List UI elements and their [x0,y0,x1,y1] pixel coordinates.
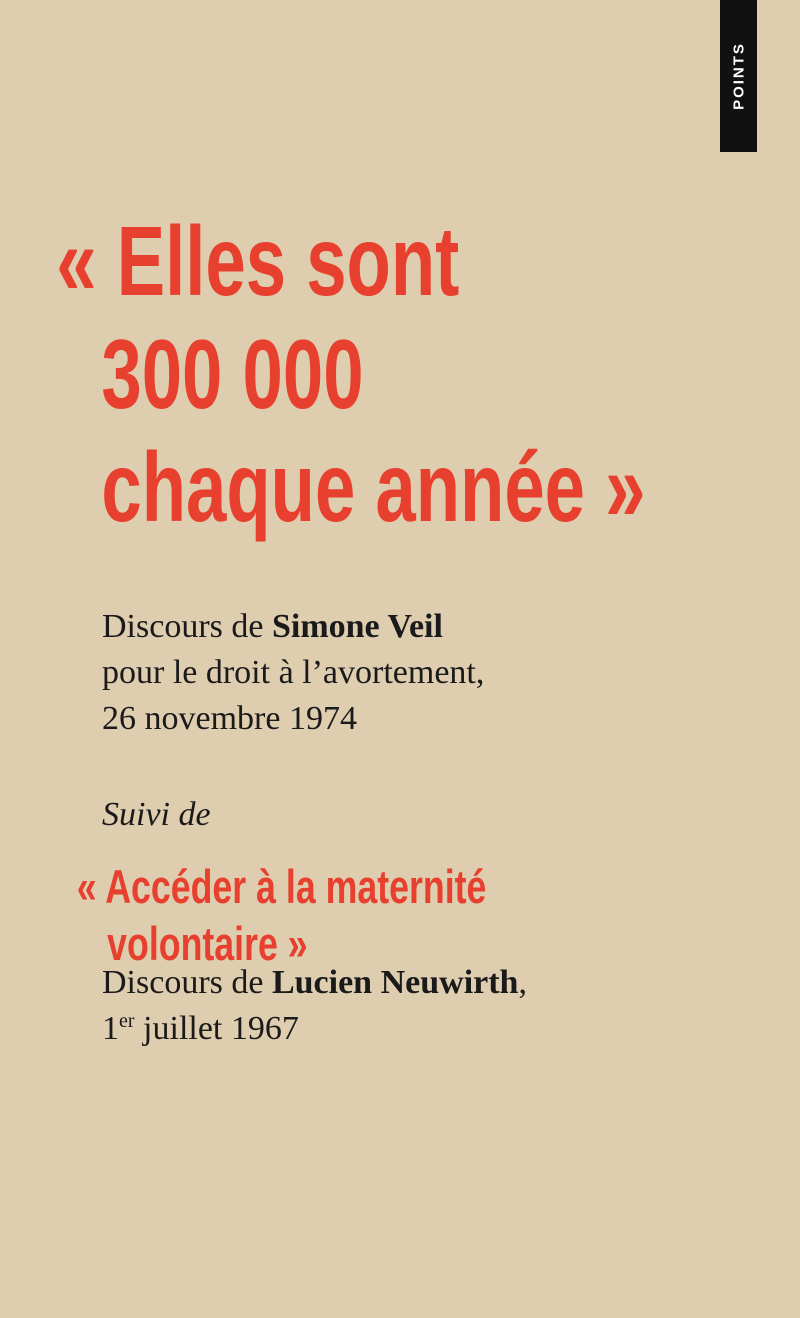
subtitle-line-1: « Accéder à la maternité [76,860,487,913]
publisher-logo [720,0,757,152]
speech-2-author: Lucien Neuwirth [271,964,519,1001]
title-line-3: chaque année » [101,432,646,542]
publisher-name: POINTS [730,42,747,110]
book-subtitle [0,858,608,972]
title-line-1: « Elles sont [56,206,460,316]
followed-by-label: Suivi de [102,796,211,833]
subtitle-line-2: volontaire » [107,917,308,970]
speech-1-author-line: Discours de Simone Veil [102,608,443,645]
speech-2-credit [102,960,527,1052]
speech-1-credit [102,604,484,742]
speech-1-date: 26 novembre 1974 [102,700,357,737]
title-line-2: 300 000 [101,319,364,429]
speech-2-date: 1er juillet 1967 [102,1010,299,1047]
speech-1-topic: pour le droit à l’avortement, [102,654,485,691]
speech-1-author: Simone Veil [271,608,443,645]
speech-2-author-line: Discours de Lucien Neuwirth, [102,964,527,1001]
book-title [0,205,646,544]
